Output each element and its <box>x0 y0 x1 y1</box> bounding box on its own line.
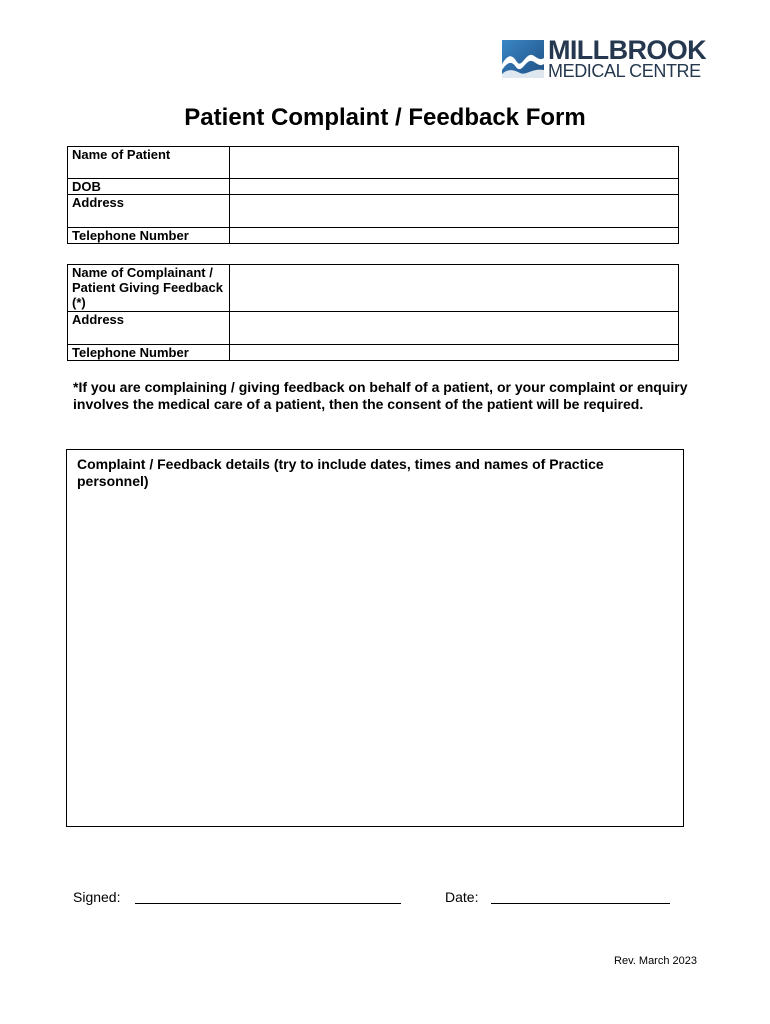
complainant-name-field[interactable] <box>230 265 679 312</box>
complaint-details-box[interactable] <box>66 449 684 827</box>
complaint-details-label: Complaint / Feedback details (try to include dates, times and names of Practice personnel) <box>77 456 604 489</box>
practice-logo <box>502 35 738 81</box>
dob-label: DOB <box>68 179 230 195</box>
complainant-address-field[interactable] <box>230 312 679 345</box>
table-row <box>68 195 679 228</box>
table-row <box>68 228 679 244</box>
date-field[interactable] <box>491 903 670 904</box>
complainant-details-table <box>67 264 679 361</box>
revision-note: Rev. March 2023 <box>614 955 697 967</box>
table-row <box>68 312 679 345</box>
patient-telephone-label: Telephone Number <box>68 228 230 244</box>
mountain-wave-logo-icon <box>502 40 544 78</box>
patient-details-table <box>67 146 679 244</box>
logo-subtitle: MEDICAL CENTRE <box>548 61 701 81</box>
complainant-name-label: Name of Complainant / Patient Giving Feedback (*) <box>68 265 230 312</box>
table-row <box>68 345 679 361</box>
signature-field[interactable] <box>135 903 401 904</box>
patient-address-label: Address <box>68 195 230 228</box>
patient-telephone-field[interactable] <box>230 228 679 244</box>
patient-name-field[interactable] <box>230 147 679 179</box>
table-row <box>68 265 679 312</box>
table-row <box>68 179 679 195</box>
page-title: Patient Complaint / Feedback Form <box>184 104 586 131</box>
signed-label: Signed: <box>73 889 121 905</box>
patient-name-label: Name of Patient <box>68 147 230 179</box>
consent-note: *If you are complaining / giving feedback on behalf of a patient, or your complaint or enquiry involves the medical care of a patient, then the consent of the patient will be required. <box>73 379 688 412</box>
complainant-telephone-field[interactable] <box>230 345 679 361</box>
logo-name: MILLBROOK <box>548 35 707 65</box>
dob-field[interactable] <box>230 179 679 195</box>
patient-address-field[interactable] <box>230 195 679 228</box>
complainant-address-label: Address <box>68 312 230 345</box>
date-label: Date: <box>445 889 479 905</box>
complainant-telephone-label: Telephone Number <box>68 345 230 361</box>
table-row <box>68 147 679 179</box>
